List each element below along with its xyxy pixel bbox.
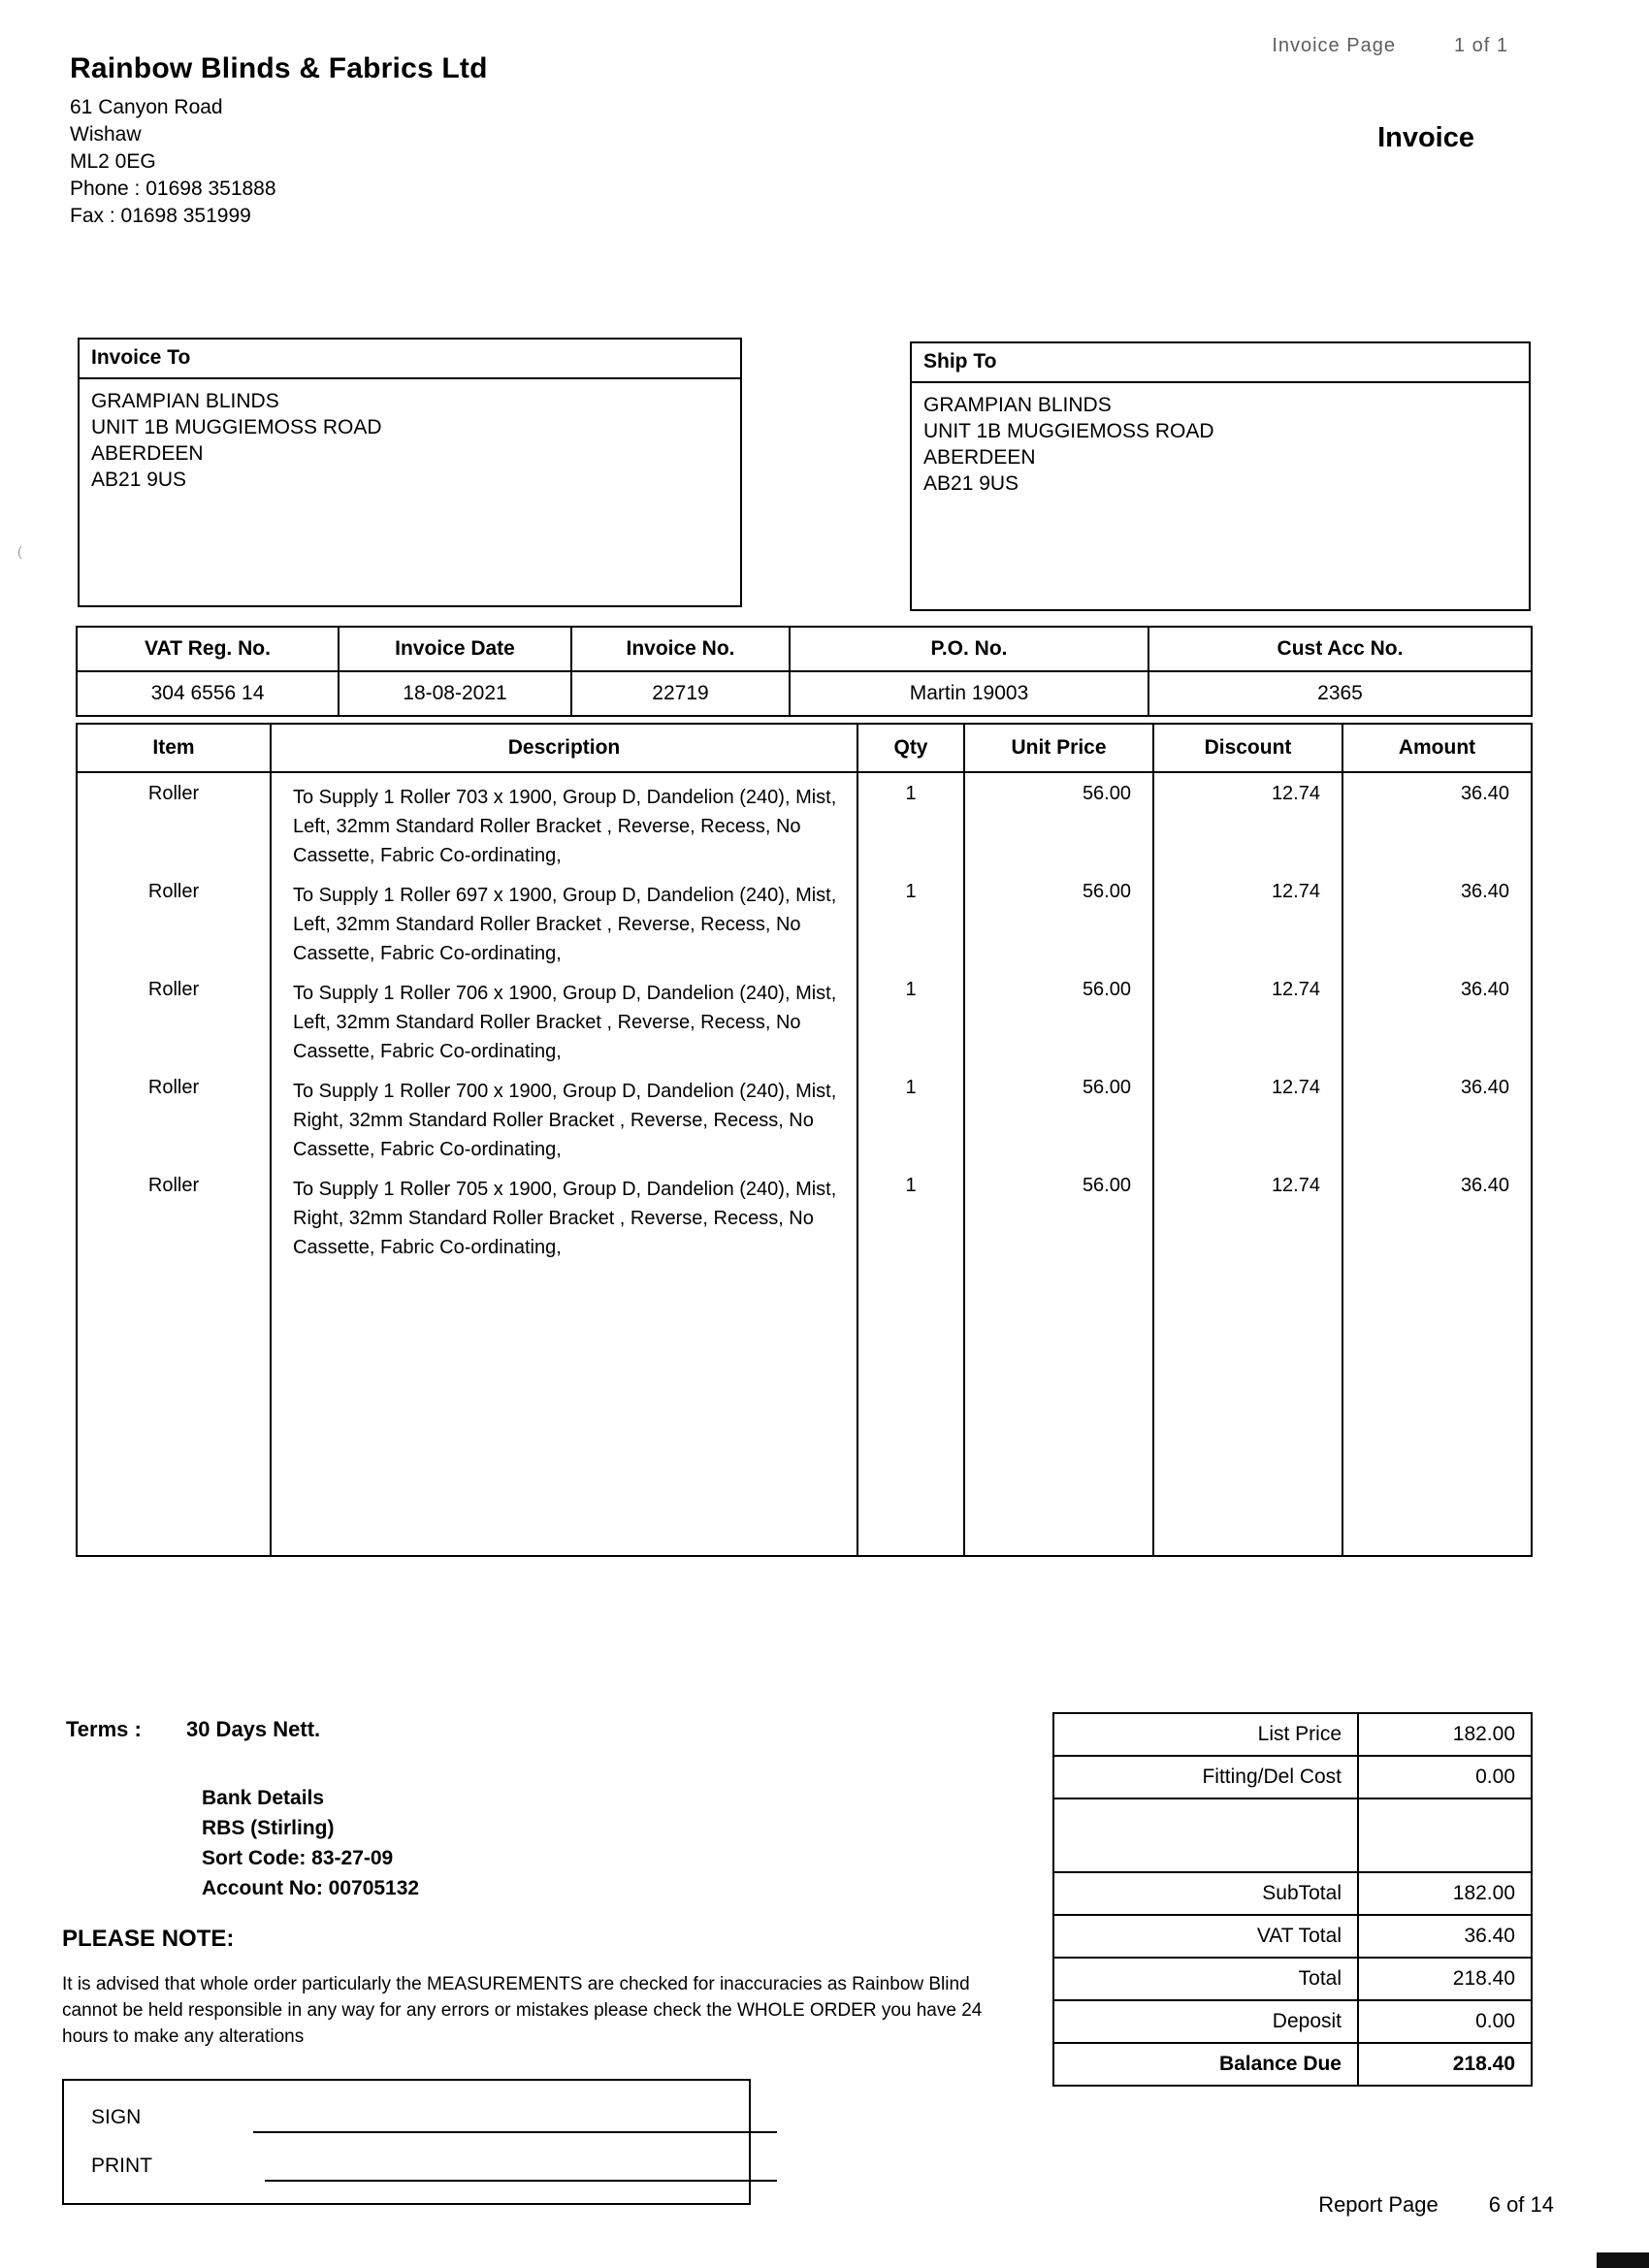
invoice-to-box — [78, 338, 742, 607]
bank-sort-code: Sort Code: 83-27-09 — [202, 1847, 394, 1869]
meta-header-invoice-no: Invoice No. — [571, 627, 790, 671]
table-row — [77, 772, 1532, 871]
items-header-unit-price: Unit Price — [964, 724, 1153, 772]
bank-name: RBS (Stirling) — [202, 1817, 335, 1839]
please-note-title: PLEASE NOTE: — [62, 1926, 235, 1952]
row-qty: 1 — [857, 1165, 964, 1263]
ship-to-line-1: GRAMPIAN BLINDS — [923, 394, 1112, 416]
filler-cell-unit-price — [964, 1263, 1153, 1556]
meta-value-vat-reg: 304 6556 14 — [77, 671, 339, 716]
totals-row-balance-due — [1053, 2043, 1532, 2086]
totals-label-fitting-del-cost: Fitting/Del Cost — [1053, 1756, 1358, 1798]
scan-edge-mark: ( — [17, 543, 22, 559]
invoice-to-line-4: AB21 9US — [91, 469, 187, 491]
row-qty: 1 — [857, 871, 964, 969]
sign-line[interactable] — [253, 2131, 777, 2133]
row-description: To Supply 1 Roller 703 x 1900, Group D, Dandelion (240), Mist, Left, 32mm Standard Roller Bracket , Reverse, Recess, No Cassette, Fabric Co-ordinating, — [271, 772, 857, 871]
row-amount: 36.40 — [1342, 871, 1532, 969]
totals-spacer-right — [1358, 1798, 1532, 1872]
meta-value-invoice-no: 22719 — [571, 671, 790, 716]
bank-details — [202, 1783, 1036, 1903]
row-discount: 12.74 — [1153, 969, 1342, 1067]
company-phone: Phone : 01698 351888 — [70, 178, 276, 200]
totals-table — [1052, 1712, 1533, 2087]
invoice-to-title: Invoice To — [80, 340, 740, 379]
items-header-discount: Discount — [1153, 724, 1342, 772]
meta-header-row — [77, 627, 1532, 671]
totals-label-list-price: List Price — [1053, 1713, 1358, 1756]
row-qty: 1 — [857, 772, 964, 871]
filler-cell-amount — [1342, 1263, 1532, 1556]
invoice-to-line-1: GRAMPIAN BLINDS — [91, 390, 279, 412]
print-line[interactable] — [265, 2180, 777, 2182]
row-unit-price: 56.00 — [964, 1165, 1153, 1263]
terms-row — [66, 1717, 1036, 1742]
totals-row-total — [1053, 1958, 1532, 2000]
totals-value-vat-total: 36.40 — [1358, 1915, 1532, 1958]
totals-value-balance-due: 218.40 — [1358, 2043, 1532, 2086]
signature-box — [62, 2079, 751, 2205]
totals-spacer-row — [1053, 1798, 1532, 1872]
row-item: Roller — [77, 1067, 271, 1165]
filler-cell-item — [77, 1263, 271, 1556]
meta-value-cust-acc-no: 2365 — [1148, 671, 1532, 716]
meta-value-po-no: Martin 19003 — [790, 671, 1148, 716]
filler-cell-qty — [857, 1263, 964, 1556]
filler-cell-discount — [1153, 1263, 1342, 1556]
row-description: To Supply 1 Roller 700 x 1900, Group D, Dandelion (240), Mist, Right, 32mm Standard Roller Bracket , Reverse, Recess, No Cassette, Fabric Co-ordinating, — [271, 1067, 857, 1165]
table-row — [77, 871, 1532, 969]
totals-value-list-price: 182.00 — [1358, 1713, 1532, 1756]
invoice-to-address — [80, 379, 740, 493]
invoice-page-label-text: Invoice Page — [1272, 35, 1396, 56]
row-qty: 1 — [857, 969, 964, 1067]
invoice-page-value: 1 of 1 — [1453, 35, 1508, 56]
ship-to-line-3: ABERDEEN — [923, 446, 1036, 469]
report-page-footer — [1318, 2192, 1554, 2218]
totals-label-subtotal: SubTotal — [1053, 1872, 1358, 1915]
row-unit-price: 56.00 — [964, 772, 1153, 871]
document-title: Invoice — [1377, 122, 1474, 153]
totals-spacer-left — [1053, 1798, 1358, 1872]
bank-account-no: Account No: 00705132 — [202, 1877, 420, 1899]
totals-row-list-price — [1053, 1713, 1532, 1756]
row-discount: 12.74 — [1153, 1067, 1342, 1165]
invoice-page-indicator — [1272, 35, 1508, 57]
print-label: PRINT — [91, 2155, 152, 2177]
totals-label-vat-total: VAT Total — [1053, 1915, 1358, 1958]
items-header-description: Description — [271, 724, 857, 772]
company-name: Rainbow Blinds & Fabrics Ltd — [70, 52, 488, 84]
ship-to-line-2: UNIT 1B MUGGIEMOSS ROAD — [923, 420, 1214, 442]
ship-to-title: Ship To — [912, 343, 1529, 383]
row-description: To Supply 1 Roller 706 x 1900, Group D, Dandelion (240), Mist, Left, 32mm Standard Roller Bracket , Reverse, Recess, No Cassette, Fabric Co-ordinating, — [271, 969, 857, 1067]
row-item: Roller — [77, 969, 271, 1067]
invoice-to-line-2: UNIT 1B MUGGIEMOSS ROAD — [91, 416, 382, 438]
company-address-line-1: 61 Canyon Road — [70, 96, 223, 118]
ship-to-box — [910, 341, 1531, 611]
row-unit-price: 56.00 — [964, 969, 1153, 1067]
meta-header-invoice-date: Invoice Date — [339, 627, 571, 671]
bank-details-title: Bank Details — [202, 1787, 325, 1809]
items-header-item: Item — [77, 724, 271, 772]
meta-header-po-no: P.O. No. — [790, 627, 1148, 671]
row-item: Roller — [77, 871, 271, 969]
row-item: Roller — [77, 772, 271, 871]
sign-label: SIGN — [91, 2106, 142, 2128]
row-qty: 1 — [857, 1067, 964, 1165]
line-items-table — [76, 723, 1533, 1557]
please-note-body: It is advised that whole order particularly the MEASUREMENTS are checked for inaccuracies as Rainbow Blind cannot be held responsible in any way for any errors or mistakes please check the WHOLE ORDER you have 24 hours to make any alterations — [62, 1974, 983, 2047]
totals-value-total: 218.40 — [1358, 1958, 1532, 2000]
totals-row-vat-total — [1053, 1915, 1532, 1958]
row-unit-price: 56.00 — [964, 1067, 1153, 1165]
meta-header-cust-acc-no: Cust Acc No. — [1148, 627, 1532, 671]
ship-to-address — [912, 383, 1529, 497]
terms-section — [66, 1717, 1036, 1903]
terms-value: 30 Days Nett. — [185, 1717, 321, 1741]
totals-label-deposit: Deposit — [1053, 2000, 1358, 2043]
row-discount: 12.74 — [1153, 871, 1342, 969]
totals-row-subtotal — [1053, 1872, 1532, 1915]
row-discount: 12.74 — [1153, 1165, 1342, 1263]
row-unit-price: 56.00 — [964, 871, 1153, 969]
table-filler-row — [77, 1263, 1532, 1556]
totals-label-total: Total — [1053, 1958, 1358, 2000]
meta-value-row — [77, 671, 1532, 716]
row-item: Roller — [77, 1165, 271, 1263]
table-row — [77, 1067, 1532, 1165]
company-address-line-3: ML2 0EG — [70, 150, 156, 173]
row-discount: 12.74 — [1153, 772, 1342, 871]
invoice-to-line-3: ABERDEEN — [91, 442, 204, 465]
company-address-line-2: Wishaw — [70, 123, 142, 146]
company-details — [70, 52, 749, 230]
filler-cell-description — [271, 1263, 857, 1556]
invoice-meta-table — [76, 626, 1533, 717]
meta-header-vat-reg: VAT Reg. No. — [77, 627, 339, 671]
scan-corner-mark — [1597, 2252, 1649, 2268]
totals-value-fitting-del-cost: 0.00 — [1358, 1756, 1532, 1798]
table-row — [77, 1165, 1532, 1263]
row-description: To Supply 1 Roller 697 x 1900, Group D, Dandelion (240), Mist, Left, 32mm Standard Roller Bracket , Reverse, Recess, No Cassette, Fabric Co-ordinating, — [271, 871, 857, 969]
totals-value-deposit: 0.00 — [1358, 2000, 1532, 2043]
totals-value-subtotal: 182.00 — [1358, 1872, 1532, 1915]
ship-to-line-4: AB21 9US — [923, 472, 1019, 495]
items-header-qty: Qty — [857, 724, 964, 772]
row-description: To Supply 1 Roller 705 x 1900, Group D, Dandelion (240), Mist, Right, 32mm Standard Roller Bracket , Reverse, Recess, No Cassette, Fabric Co-ordinating, — [271, 1165, 857, 1263]
items-header-amount: Amount — [1342, 724, 1532, 772]
row-amount: 36.40 — [1342, 772, 1532, 871]
row-amount: 36.40 — [1342, 1165, 1532, 1263]
report-page-label: Report Page — [1318, 2192, 1439, 2217]
meta-value-invoice-date: 18-08-2021 — [339, 671, 571, 716]
totals-label-balance-due: Balance Due — [1053, 2043, 1358, 2086]
items-header-row — [77, 724, 1532, 772]
company-fax: Fax : 01698 351999 — [70, 205, 251, 227]
row-amount: 36.40 — [1342, 1067, 1532, 1165]
totals-row-fitting-del-cost — [1053, 1756, 1532, 1798]
row-amount: 36.40 — [1342, 969, 1532, 1067]
terms-label: Terms : — [66, 1717, 142, 1741]
table-row — [77, 969, 1532, 1067]
totals-row-deposit — [1053, 2000, 1532, 2043]
report-page-value: 6 of 14 — [1488, 2192, 1554, 2217]
